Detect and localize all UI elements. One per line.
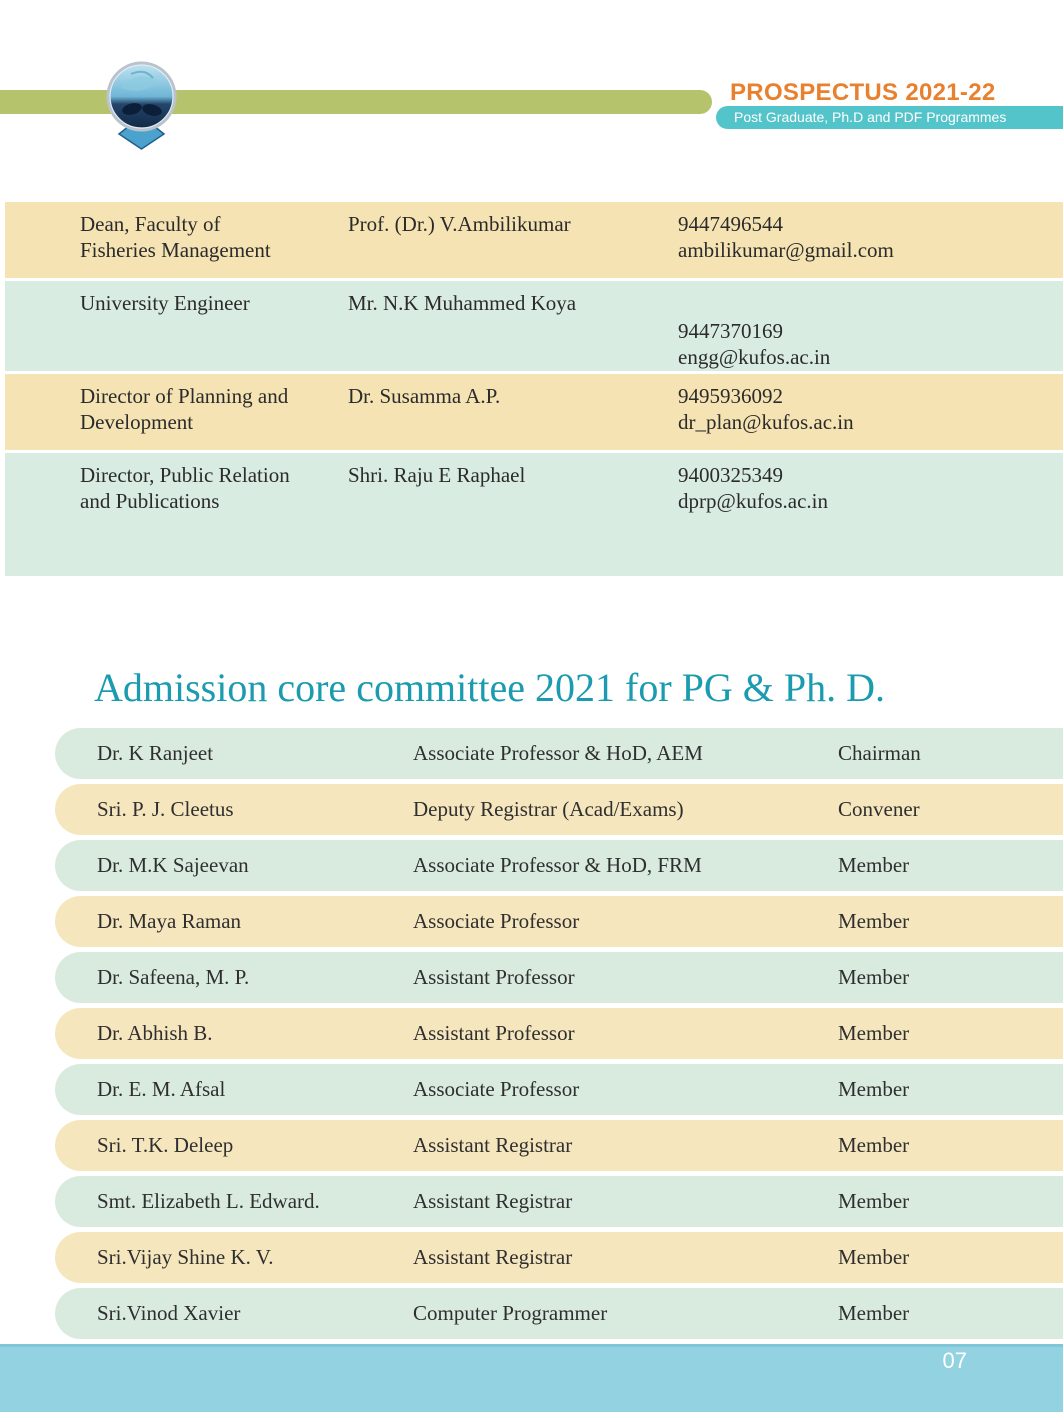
contact-person-name: Shri. Raju E Raphael	[348, 463, 526, 487]
member-name: Dr. M.K Sajeevan	[97, 853, 249, 877]
contact-row-public-relations-director	[5, 453, 1063, 576]
prospectus-subtitle-bar: Post Graduate, Ph.D and PDF Programmes	[716, 106, 1063, 129]
contact-row-planning-director	[5, 374, 1063, 450]
committee-row	[55, 1120, 1063, 1171]
committee-row	[55, 896, 1063, 947]
member-position: Assistant Registrar	[413, 1245, 573, 1269]
contact-phone: 9447496544	[678, 212, 783, 236]
member-name: Dr. Safeena, M. P.	[97, 965, 250, 989]
contact-row-dean	[5, 202, 1063, 278]
member-role: Member	[838, 1077, 910, 1101]
contact-title	[80, 462, 348, 576]
member-position: Assistant Registrar	[413, 1189, 573, 1213]
committee-table	[55, 728, 1063, 1344]
member-name: Dr. Maya Raman	[97, 909, 242, 933]
member-role: Member	[838, 1245, 910, 1269]
member-position: Assistant Professor	[413, 965, 575, 989]
contact-title-line: Fisheries Management	[80, 238, 271, 262]
contact-row-engineer	[5, 281, 1063, 371]
page-number: 07	[942, 1348, 967, 1373]
member-role: Member	[838, 909, 910, 933]
committee-row	[55, 840, 1063, 891]
contact-title	[80, 211, 348, 278]
contact-details	[678, 290, 1063, 371]
prospectus-title: PROSPECTUS 2021-22	[730, 79, 996, 106]
member-position: Deputy Registrar (Acad/Exams)	[413, 797, 684, 821]
member-role: Member	[838, 1301, 910, 1325]
contact-email: engg@kufos.ac.in	[678, 345, 831, 369]
member-position: Associate Professor	[413, 909, 580, 933]
member-role: Member	[838, 1021, 910, 1045]
contact-email: dprp@kufos.ac.in	[678, 489, 828, 513]
contact-details	[678, 383, 1063, 450]
contact-title-line: and Publications	[80, 489, 220, 513]
member-role: Member	[838, 1133, 910, 1157]
committee-row	[55, 1232, 1063, 1283]
contact-email: dr_plan@kufos.ac.in	[678, 410, 854, 434]
contact-person-name: Mr. N.K Muhammed Koya	[348, 291, 577, 315]
member-role: Member	[838, 853, 910, 877]
member-position: Associate Professor & HoD, FRM	[413, 853, 702, 877]
contact-person-name: Prof. (Dr.) V.Ambilikumar	[348, 212, 571, 236]
committee-row	[55, 1064, 1063, 1115]
contact-email: ambilikumar@gmail.com	[678, 238, 894, 262]
committee-row	[55, 1288, 1063, 1339]
contact-title	[80, 290, 348, 371]
member-role: Member	[838, 1189, 910, 1213]
committee-row	[55, 1176, 1063, 1227]
contact-title-line: Dean, Faculty of	[80, 212, 221, 236]
member-position: Assistant Registrar	[413, 1133, 573, 1157]
university-emblem-logo	[103, 56, 181, 150]
contact-phone: 9447370169	[678, 319, 783, 343]
contact-title-line: Development	[80, 410, 194, 434]
member-role: Member	[838, 965, 910, 989]
member-name: Sri.Vinod Xavier	[97, 1301, 241, 1325]
member-role: Chairman	[838, 741, 921, 765]
member-position: Associate Professor & HoD, AEM	[413, 741, 703, 765]
contact-title-line: Director of Planning and	[80, 384, 289, 408]
contact-title	[80, 383, 348, 450]
committee-row	[55, 728, 1063, 779]
member-position: Associate Professor	[413, 1077, 580, 1101]
member-name: Dr. K Ranjeet	[97, 741, 214, 765]
contact-title-line: University Engineer	[80, 291, 250, 315]
member-position: Computer Programmer	[413, 1301, 608, 1325]
committee-row	[55, 784, 1063, 835]
contact-title-line: Director, Public Relation	[80, 463, 290, 487]
member-name: Dr. Abhish B.	[97, 1021, 213, 1045]
member-name: Sri.Vijay Shine K. V.	[97, 1245, 274, 1269]
contact-phone: 9495936092	[678, 384, 783, 408]
member-role: Convener	[838, 797, 920, 821]
committee-row	[55, 952, 1063, 1003]
contact-details	[678, 462, 1063, 576]
member-name: Sri. P. J. Cleetus	[97, 797, 234, 821]
member-name: Sri. T.K. Deleep	[97, 1133, 234, 1157]
member-position: Assistant Professor	[413, 1021, 575, 1045]
contact-details	[678, 211, 1063, 278]
contact-phone: 9400325349	[678, 463, 783, 487]
member-name: Smt. Elizabeth L. Edward.	[97, 1189, 320, 1213]
committee-heading: Admission core committee 2021 for PG & Ph. D.	[94, 665, 886, 710]
contacts-table	[5, 202, 1063, 579]
committee-row	[55, 1008, 1063, 1059]
contact-person-name: Dr. Susamma A.P.	[348, 384, 501, 408]
member-name: Dr. E. M. Afsal	[97, 1077, 226, 1101]
footer-bar	[0, 1344, 1063, 1412]
